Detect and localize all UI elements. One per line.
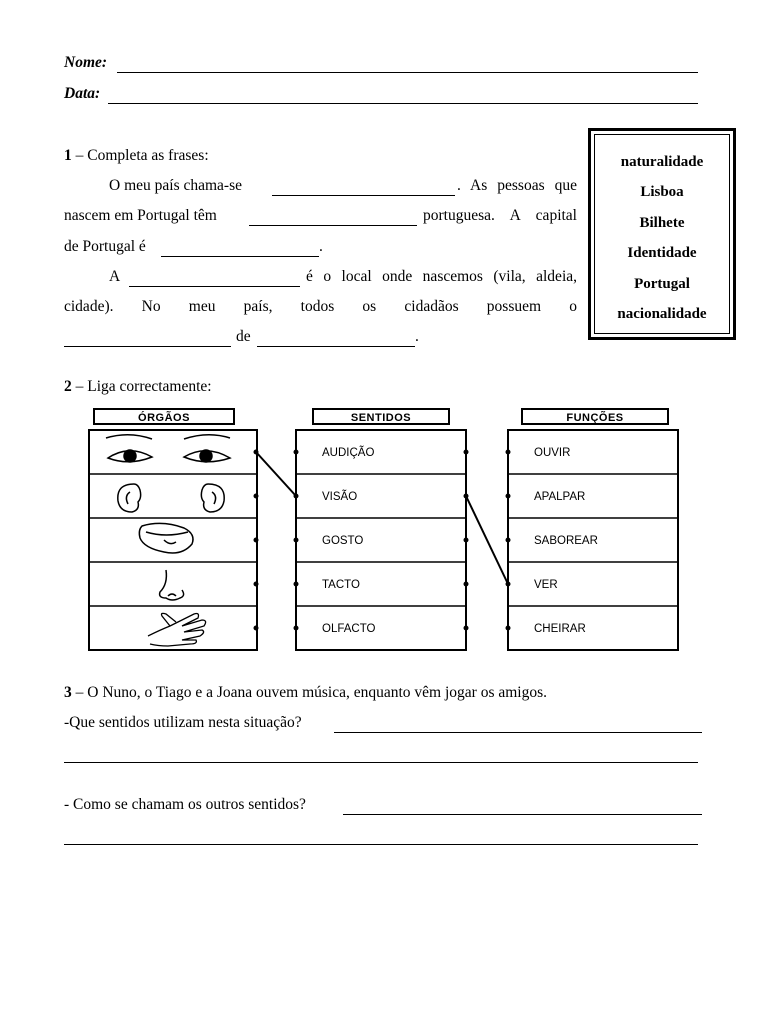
- sense-label: TACTO: [322, 579, 360, 591]
- q3-number: 3: [64, 684, 72, 701]
- q2-title: [64, 378, 212, 396]
- q1-p2-line1-b: é o local onde nascemos (vila, aldeia,: [306, 268, 577, 285]
- dot-function-3[interactable]: [506, 538, 511, 543]
- q1-blank-birthplace[interactable]: [129, 286, 300, 287]
- q1-word: o: [569, 298, 577, 315]
- word-box-item: naturalidade: [620, 154, 704, 170]
- q1-word: possuem: [486, 298, 542, 315]
- eyes-icon: [106, 435, 230, 462]
- sense-label: AUDIÇÃO: [322, 447, 375, 459]
- q1-blank-nationality[interactable]: [249, 225, 417, 226]
- q1-p1-line2-a: nascem em Portugal têm: [64, 207, 217, 224]
- word-box-item: Portugal: [634, 276, 690, 292]
- q1-title: [64, 147, 209, 165]
- dot-sense-right-3[interactable]: [464, 538, 469, 543]
- header-organs-label: ÓRGÃOS: [138, 412, 190, 424]
- dot-organ-3[interactable]: [254, 538, 259, 543]
- dot-sense-left-5[interactable]: [294, 626, 299, 631]
- q3-answer-2-line-b[interactable]: [64, 844, 698, 845]
- header-senses-label: SENTIDOS: [350, 412, 412, 424]
- word-box-item: Bilhete: [639, 215, 685, 231]
- name-line[interactable]: [117, 72, 698, 73]
- q1-p2-line3-mid: de: [236, 328, 251, 345]
- function-label: VER: [534, 579, 558, 591]
- q1-p1-line3: de Portugal é: [64, 238, 146, 255]
- connection-dots: [254, 450, 511, 631]
- dot-sense-left-4[interactable]: [294, 582, 299, 587]
- function-label: SABOREAR: [534, 535, 598, 547]
- organs-column: [89, 430, 257, 650]
- q1-word: cidadãos: [404, 298, 459, 315]
- q3-title: [64, 684, 547, 702]
- word-box-item: Lisboa: [640, 184, 684, 200]
- function-label: OUVIR: [534, 447, 571, 459]
- sense-label: GOSTO: [322, 535, 364, 547]
- example-link-vision-see: [466, 496, 508, 584]
- dot-organ-4[interactable]: [254, 582, 259, 587]
- function-label: CHEIRAR: [534, 623, 586, 635]
- q1-p1-line3-end: .: [319, 238, 323, 255]
- q1-p1-line1-b: . As pessoas que: [457, 177, 577, 194]
- hand-icon: [148, 613, 206, 646]
- header-organs: [94, 409, 234, 424]
- q1-blank-document-1[interactable]: [64, 346, 231, 347]
- q1-number: 1: [64, 147, 72, 164]
- q1-word: todos: [300, 298, 335, 315]
- q1-blank-country[interactable]: [272, 195, 455, 196]
- sense-label: OLFACTO: [322, 623, 376, 635]
- q1-blank-document-2[interactable]: [257, 346, 415, 347]
- dot-sense-right-1[interactable]: [464, 450, 469, 455]
- header-functions: [522, 409, 668, 424]
- q3-answer-1-line-a[interactable]: [334, 732, 702, 733]
- q2-number: 2: [64, 378, 72, 395]
- header-senses: [313, 409, 449, 424]
- q1-p2-line2: [64, 298, 577, 316]
- sense-label: VISÃO: [322, 491, 358, 503]
- q3-question-1: -Que sentidos utilizam nesta situação?: [64, 714, 302, 731]
- q1-title-text: – Completa as frases:: [71, 147, 209, 164]
- example-link-eyes-vision: [256, 452, 296, 496]
- q1-word: meu: [188, 298, 216, 315]
- q1-word: os: [362, 298, 377, 315]
- dot-sense-right-5[interactable]: [464, 626, 469, 631]
- name-label: Nome:: [64, 54, 108, 71]
- function-label: APALPAR: [534, 491, 586, 503]
- q1-word: No: [141, 298, 161, 315]
- q3-answer-1-line-b[interactable]: [64, 762, 698, 763]
- q1-p1-line1-a: O meu país chama-se: [109, 177, 242, 194]
- word-box-item: Identidade: [627, 245, 697, 261]
- date-line[interactable]: [108, 103, 698, 104]
- q1-blank-capital[interactable]: [161, 256, 319, 257]
- ears-icon: [118, 484, 224, 512]
- dot-function-5[interactable]: [506, 626, 511, 631]
- q2-title-text: – Liga correctamente:: [71, 378, 212, 395]
- matching-diagram: [84, 404, 684, 656]
- q3-answer-2-line-a[interactable]: [343, 814, 702, 815]
- dot-function-1[interactable]: [506, 450, 511, 455]
- dot-sense-right-4[interactable]: [464, 582, 469, 587]
- q1-p1-line2-b: portuguesa. A capital: [423, 207, 577, 224]
- tongue-icon: [139, 523, 193, 553]
- dot-sense-left-1[interactable]: [294, 450, 299, 455]
- q3-title-text: – O Nuno, o Tiago e a Joana ouvem música, enquanto vêm jogar os amigos.: [71, 684, 548, 701]
- dot-organ-2[interactable]: [254, 494, 259, 499]
- nose-icon: [160, 570, 184, 600]
- word-box-item: nacionalidade: [617, 306, 707, 322]
- dot-function-2[interactable]: [506, 494, 511, 499]
- dot-sense-left-3[interactable]: [294, 538, 299, 543]
- q1-word: país,: [243, 298, 273, 315]
- q1-p2-line3-end: .: [415, 328, 419, 345]
- q1-word: cidade).: [64, 298, 114, 315]
- q1-p2-line1-a: A: [109, 268, 121, 285]
- header-functions-label: FUNÇÕES: [566, 412, 624, 424]
- word-box: [588, 128, 736, 340]
- q3-question-2: - Como se chamam os outros sentidos?: [64, 796, 306, 813]
- dot-organ-5[interactable]: [254, 626, 259, 631]
- date-label: Data:: [64, 85, 101, 102]
